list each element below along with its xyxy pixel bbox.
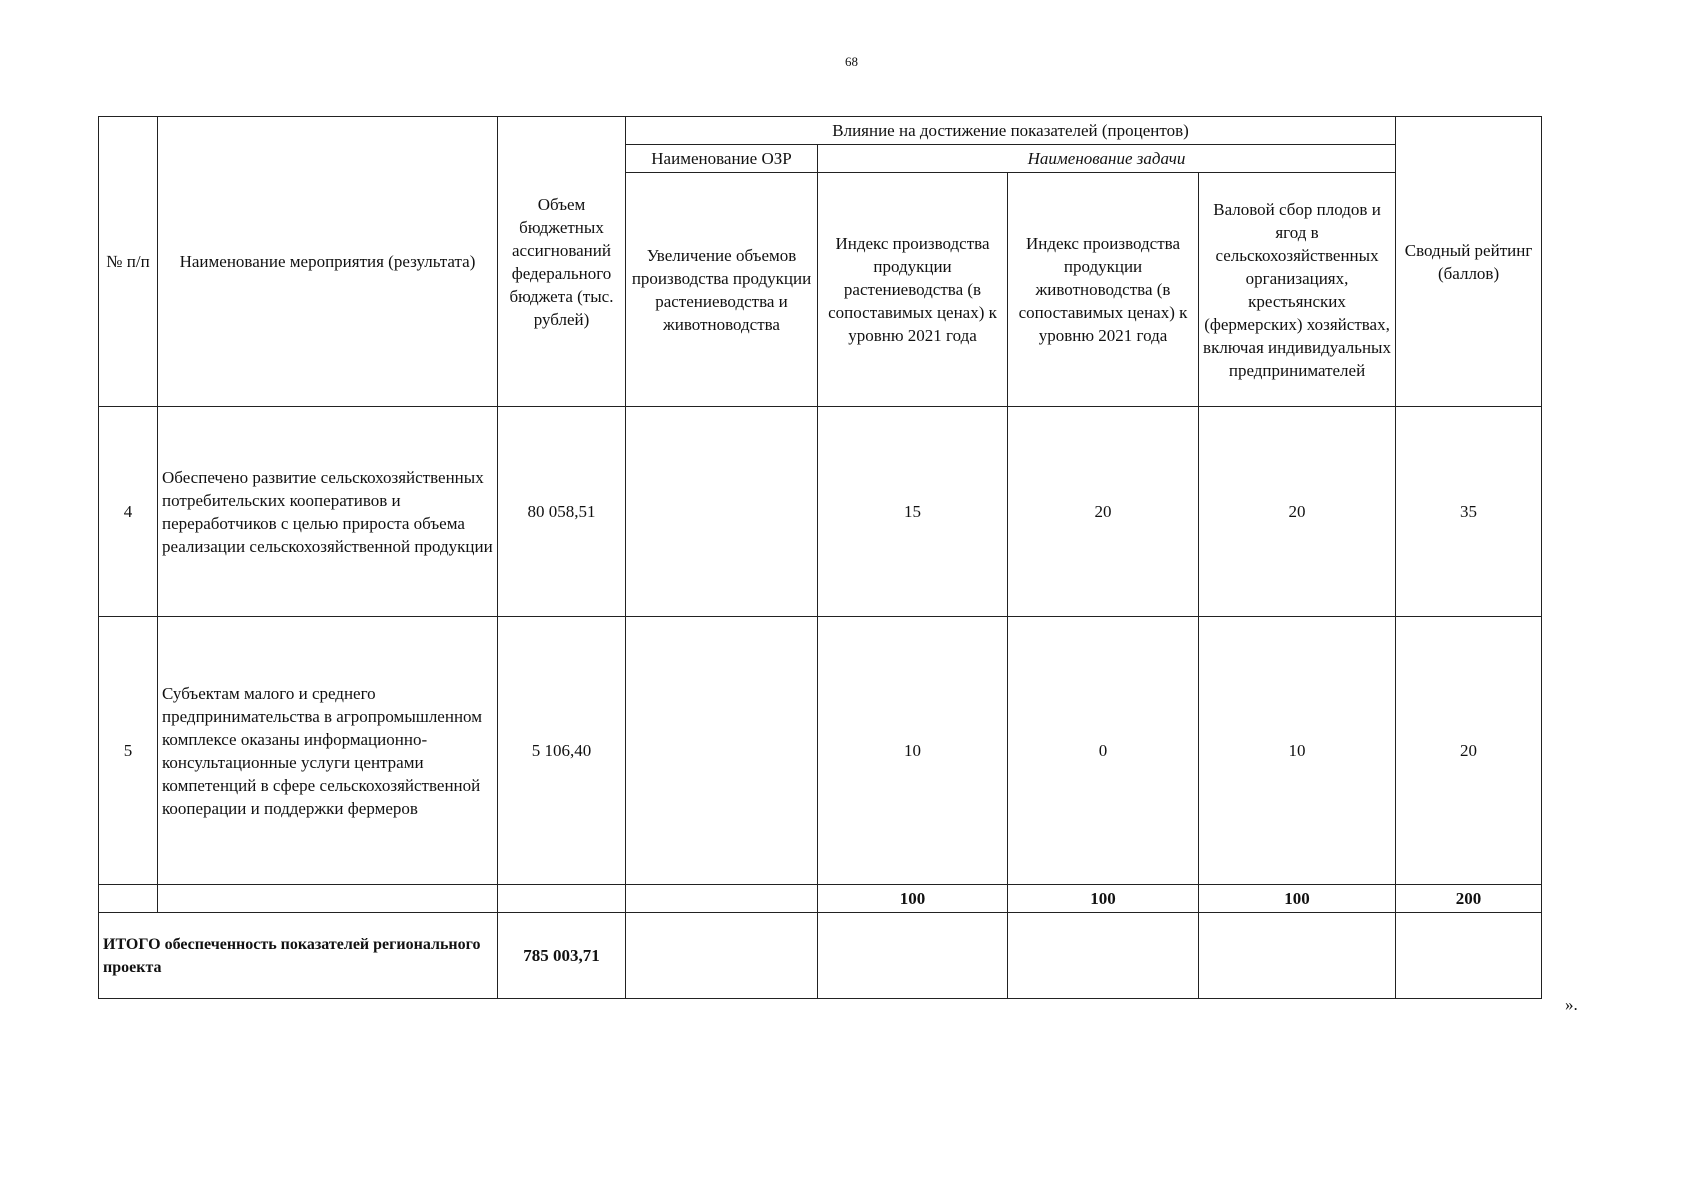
row-ozr	[626, 617, 818, 885]
total-budget: 785 003,71	[498, 913, 626, 999]
header-col-fruit: Валовой сбор плодов и ягод в сельскохозяйственных организациях, крестьянских (фермерских) хозяйствах, включая индивидуальных предпринимателей	[1199, 173, 1396, 407]
row-fruit: 20	[1199, 407, 1396, 617]
sum-empty	[99, 885, 158, 913]
row-animal: 20	[1008, 407, 1199, 617]
row-budget: 80 058,51	[498, 407, 626, 617]
row-rating: 35	[1396, 407, 1542, 617]
row-plant: 15	[818, 407, 1008, 617]
row-num: 4	[99, 407, 158, 617]
sum-empty	[626, 885, 818, 913]
row-rating: 20	[1396, 617, 1542, 885]
sum-fruit: 100	[1199, 885, 1396, 913]
total-empty	[1199, 913, 1396, 999]
total-row	[99, 913, 1542, 999]
sum-row	[99, 885, 1542, 913]
row-num: 5	[99, 617, 158, 885]
header-col-plant: Индекс производства продукции растениеводства (в сопоставимых ценах) к уровню 2021 года	[818, 173, 1008, 407]
sum-rating: 200	[1396, 885, 1542, 913]
total-empty	[1396, 913, 1542, 999]
header-budget: Объем бюджетных ассигнований федерального бюджета (тыс. рублей)	[498, 117, 626, 407]
header-num: № п/п	[99, 117, 158, 407]
page-number: 68	[845, 54, 858, 69]
row-plant: 10	[818, 617, 1008, 885]
total-empty	[626, 913, 818, 999]
header-influence: Влияние на достижение показателей (процентов)	[626, 117, 1396, 145]
indicators-table	[98, 116, 1542, 999]
header-rating: Сводный рейтинг (баллов)	[1396, 117, 1542, 407]
header-ozr: Наименование ОЗР	[626, 145, 818, 173]
header-task: Наименование задачи	[818, 145, 1396, 173]
total-label: ИТОГО обеспеченность показателей регионального проекта	[99, 913, 498, 999]
header-col-ozr: Увеличение объемов производства продукции растениеводства и животноводства	[626, 173, 818, 407]
sum-plant: 100	[818, 885, 1008, 913]
row-animal: 0	[1008, 617, 1199, 885]
row-fruit: 10	[1199, 617, 1396, 885]
table-row	[99, 407, 1542, 617]
row-name: Обеспечено развитие сельскохозяйственных потребительских кооперативов и переработчиков с целью прироста объема реализации сельскохозяйственной продукции	[158, 407, 498, 617]
sum-empty	[158, 885, 498, 913]
header-row-1	[99, 117, 1542, 145]
sum-empty	[498, 885, 626, 913]
header-name: Наименование мероприятия (результата)	[158, 117, 498, 407]
row-ozr	[626, 407, 818, 617]
total-empty	[1008, 913, 1199, 999]
row-name: Субъектам малого и среднего предпринимательства в агропромышленном комплексе оказаны информационно-консультационные услуги центрами компетенций в сфере сельскохозяйственной кооперации и поддержки фермеров	[158, 617, 498, 885]
table-row	[99, 617, 1542, 885]
header-col-animal: Индекс производства продукции животноводства (в сопоставимых ценах) к уровню 2021 года	[1008, 173, 1199, 407]
row-budget: 5 106,40	[498, 617, 626, 885]
closing-quote: ».	[1565, 995, 1578, 1014]
sum-animal: 100	[1008, 885, 1199, 913]
total-empty	[818, 913, 1008, 999]
